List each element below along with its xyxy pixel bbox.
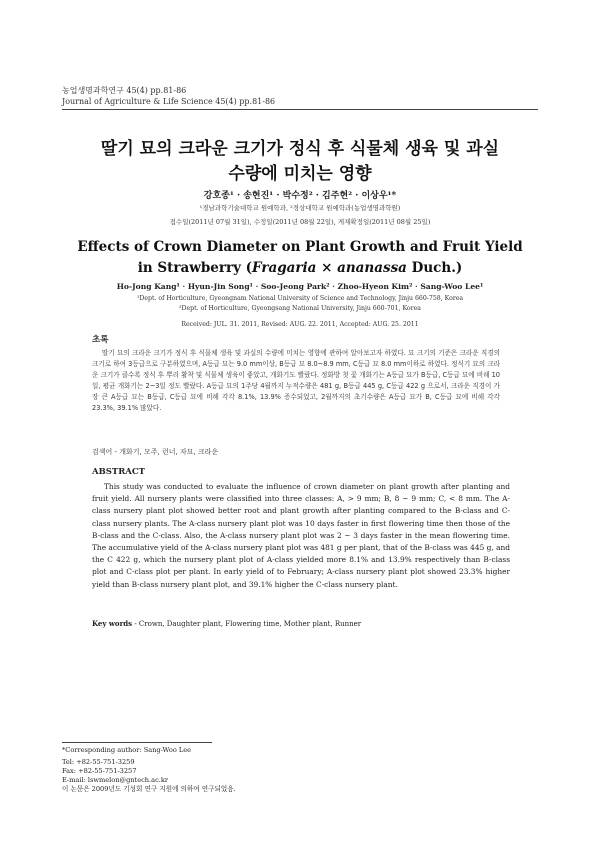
korean-dates: 접수일(2011년 07월 31일), 수정일(2011년 08월 22일), 게재확정일(2011년 08월 25일) [169, 218, 431, 226]
english-affiliation-2: ²Dept. of Horticulture, Gyeongsang National University, Jinju 660-701, Korea [179, 305, 421, 312]
korean-title-line1: 딸기 묘의 크라운 크기가 정식 후 식물체 생육 및 과실 [100, 139, 500, 159]
english-dates: Received: JUL. 31. 2011, Revised: AUG. 22. 2011, Accepted: AUG. 25. 2011 [181, 321, 419, 328]
journal-header-korean: 농업생명과학연구 45(4) pp.81-86 [62, 86, 187, 95]
corresponding-author: *Corresponding author: Sang-Woo Lee [62, 746, 192, 754]
english-keywords [92, 619, 510, 629]
tel: Tel: +82-55-751-3259 [62, 758, 135, 766]
journal-header-english: Journal of Agriculture & Life Science 45(4) pp.81-86 [62, 97, 276, 106]
korean-title-line2: 수량에 미치는 영향 [228, 164, 372, 184]
keywords-list: - Crown, Daughter plant, Flowering time, Mother plant, Runner [132, 620, 362, 628]
fax: Fax: +82-55-751-3257 [62, 767, 137, 775]
english-affiliation-1: ¹Dept. of Horticulture, Gyeongnam National University of Science and Technology, Jinju 660-758, Korea [136, 295, 464, 302]
korean-abstract-text: 딸기 묘의 크라운 크기가 정식 후 식물체 생육 및 과실의 수량에 미치는 영향에 관하여 알아보고자 하였다. 묘 크기의 기준은 크라운 직경의 크기로 하여 3등급으로 구분하였으며, A등급 묘는 9.0 mm이상, B등급 묘 8.0~8.9 mm, C등급 묘 8.0 mm이하로 하였다. 정식기 묘의 크라운 크기가 클수록 정식 후 뿌리 활착 및 식물체 생육이 좋았고, 개화기도 빨랐다. 정화방 첫 꽃 개화기는 A등급 묘가 B등급, C등급 묘에 비해 10일, 평균 개화기는 2~3일 정도 빨랐다. A등급 묘의 1주당 4월까지 누적수량은 481 g, B등급 445 g, C등급 422 g 으로서, 크라운 직경이 가장 큰 A등급 묘는 B등급, C등급 묘에 비해 각각 8.1%, 13.9% 증수되었고, 2월까지의 초기수량은 A등급 묘가 B, C등급 묘에 비해 각각 23.3%, 39.1% 많았다. [92, 349, 500, 413]
korean-keywords: 검색어 - 개화기, 모주, 런너, 자묘, 크라운 [92, 448, 219, 456]
english-title-line1: Effects of Crown Diameter on Plant Growth and Fruit Yield [77, 239, 523, 255]
korean-affiliation: ¹경남과학기술대학교 원예학과, ²경상대학교 원예학과(농업생명과학원) [199, 204, 401, 212]
funding-note: 이 논문은 2009년도 기성회 연구 지원에 의하여 연구되었음. [62, 785, 236, 793]
footnote-rule [62, 742, 212, 743]
email: E-mail: lswmelon@gntech.ac.kr [62, 776, 169, 784]
keywords-label: Key words [92, 619, 133, 628]
english-authors: Ho-Jong Kang¹ · Hyun-Jin Song¹ · Soo-Jeong Park² · Zhoo-Hyeon Kim² · Sang-Woo Lee¹ [116, 282, 484, 291]
abstract-heading: ABSTRACT [92, 467, 145, 477]
korean-authors: 강호종¹ · 송현진¹ · 박수정² · 김주현² · 이상우¹* [203, 191, 397, 201]
header-rule [62, 109, 538, 110]
english-title-line2: in Strawberry (Fragaria × ananassa Duch.) [137, 260, 463, 276]
korean-abstract-heading: 초록 [92, 335, 109, 345]
abstract-text: This study was conducted to evaluate the influence of crown diameter on plant growth after planting and fruit yield. All nursery plants were classified into three classes: A, > 9 mm; B, 8 ~ 9 mm; C, < 8 mm. The A-class nursery plant plot showed better root and plant growth after planting compared to the B-class and C-class nursery plants. The A-class nursery plant plot was 10 days faster in first flowering time then those of the B-class and the C-class. Also, the A-class nursery plant plot was 2 ~ 3 days faster in the mean flowering time. The accumulative yield of the A-class nursery plant plot was 481 g per plant, that of the B-class was 445 g, and the C 422 g, which the nursery plant plot of A-class yielded more 8.1% and 13.9% respectively than B-class plot and C-class plot per plant. In early yield of to February; A-class nursery plant plot showed 23.3% higher yield than B-class nursery plant plot, and 39.1% higher the C-class nursery plant. [92, 482, 510, 589]
